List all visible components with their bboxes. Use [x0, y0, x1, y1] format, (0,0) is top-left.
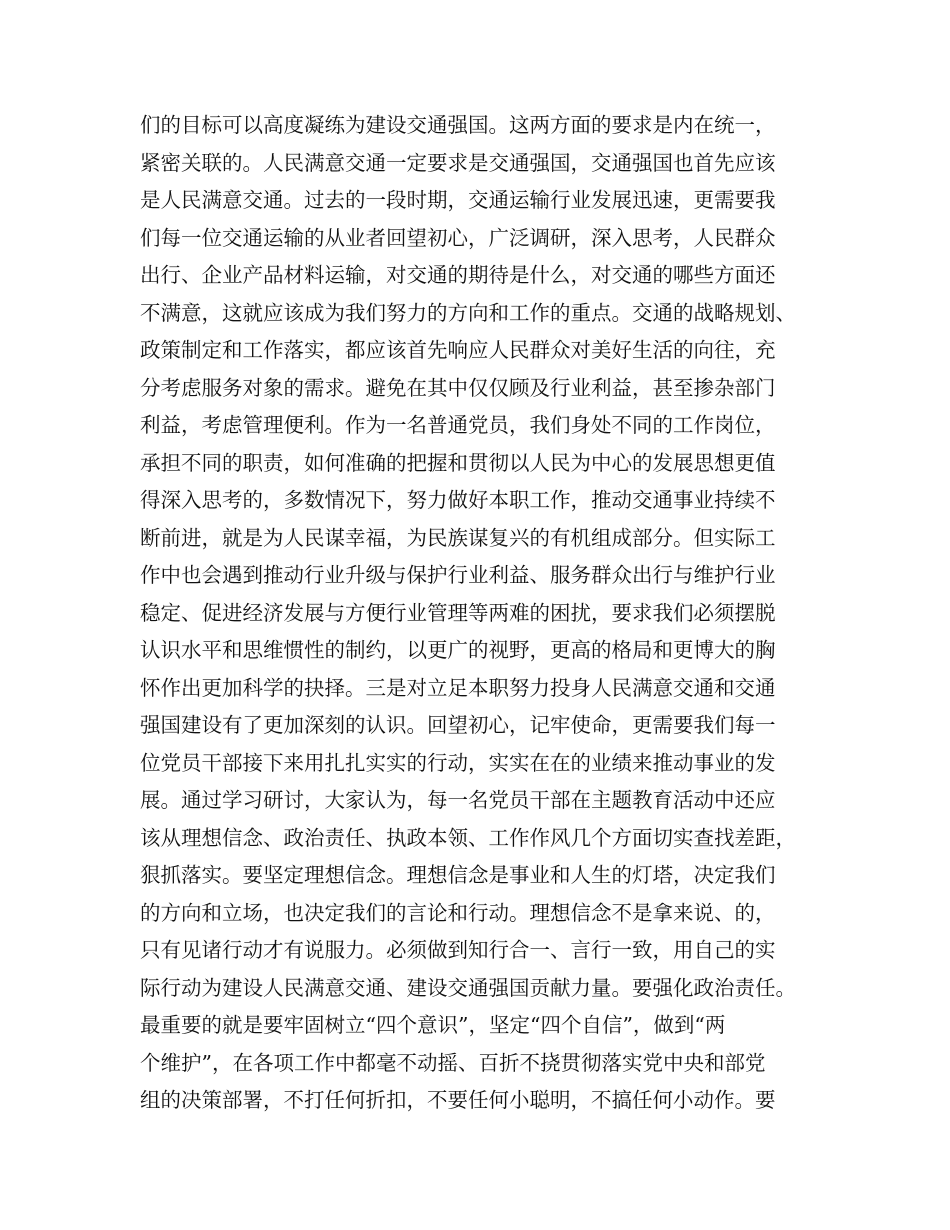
text-line: 最重要的就是要牢固树立“四个意识”，坚定“四个自信”，做到“两	[140, 1013, 726, 1037]
text-line: 组的决策部署，不打任何折扣，不要任何小聪明，不搞任何小动作。要	[140, 1088, 776, 1112]
text-line: 是人民满意交通。过去的一段时期，交通运输行业发展迅速，更需要我	[140, 188, 776, 212]
text-line: 利益，考虑管理便利。作为一名普通党员，我们身处不同的工作岗位，	[140, 413, 776, 437]
text-line: 强国建设有了更加深刻的认识。回望初心，记牢使命，更需要我们每一	[140, 713, 776, 737]
text-line: 稳定、促进经济发展与方便行业管理等两难的困扰，要求我们必须摆脱	[140, 600, 776, 625]
text-line: 展。通过学习研讨，大家认为，每一名党员干部在主题教育活动中还应	[140, 788, 776, 812]
text-line: 怀作出更加科学的抉择。三是对立足本职努力投身人民满意交通和交通	[140, 675, 776, 700]
text-line: 不满意，这就应该成为我们努力的方向和工作的重点。交通的战略规划、	[140, 300, 796, 325]
text-line: 得深入思考的，多数情况下，努力做好本职工作，推动交通事业持续不	[140, 488, 776, 512]
text-line: 狠抓落实。要坚定理想信念。理想信念是事业和人生的灯塔，决定我们	[140, 863, 776, 887]
text-line: 分考虑服务对象的需求。避免在其中仅仅顾及行业利益，甚至掺杂部门	[140, 375, 776, 400]
text-line: 只有见诸行动才有说服力。必须做到知行合一、言行一致，用自己的实	[140, 938, 776, 962]
text-line: 认识水平和思维惯性的制约，以更广的视野，更高的格局和更博大的胸	[140, 638, 776, 662]
text-line: 们的目标可以高度凝练为建设交通强国。这两方面的要求是内在统一，	[140, 113, 776, 137]
text-line: 作中也会遇到推动行业升级与保护行业利益、服务群众出行与维护行业	[140, 563, 776, 587]
text-line: 该从理想信念、政治责任、执政本领、工作作风几个方面切实查找差距，	[140, 825, 796, 850]
text-line: 承担不同的职责，如何准确的把握和贯彻以人民为中心的发展思想更值	[140, 450, 776, 475]
text-line: 出行、企业产品材料运输，对交通的期待是什么，对交通的哪些方面还	[140, 263, 776, 287]
text-line: 政策制定和工作落实，都应该首先响应人民群众对美好生活的向往，充	[140, 338, 776, 362]
text-line: 的方向和立场，也决定我们的言论和行动。理想信念不是拿来说、的，	[140, 900, 776, 925]
text-line: 个维护”，在各项工作中都毫不动摇、百折不挠贯彻落实党中央和部党	[140, 1050, 766, 1075]
text-line: 位党员干部接下来用扎扎实实的行动，实实在在的业绩来推动事业的发	[140, 750, 776, 775]
text-line: 们每一位交通运输的从业者回望初心，广泛调研，深入思考，人民群众	[140, 225, 776, 250]
text-line: 紧密关联的。人民满意交通一定要求是交通强国，交通强国也首先应该	[140, 150, 776, 175]
text-line: 际行动为建设人民满意交通、建设交通强国贡献力量。要强化政治责任。	[140, 975, 796, 1000]
text-line: 断前进，就是为人民谋幸福，为民族谋复兴的有机组成部分。但实际工	[140, 525, 776, 550]
body-text	[140, 107, 830, 1120]
